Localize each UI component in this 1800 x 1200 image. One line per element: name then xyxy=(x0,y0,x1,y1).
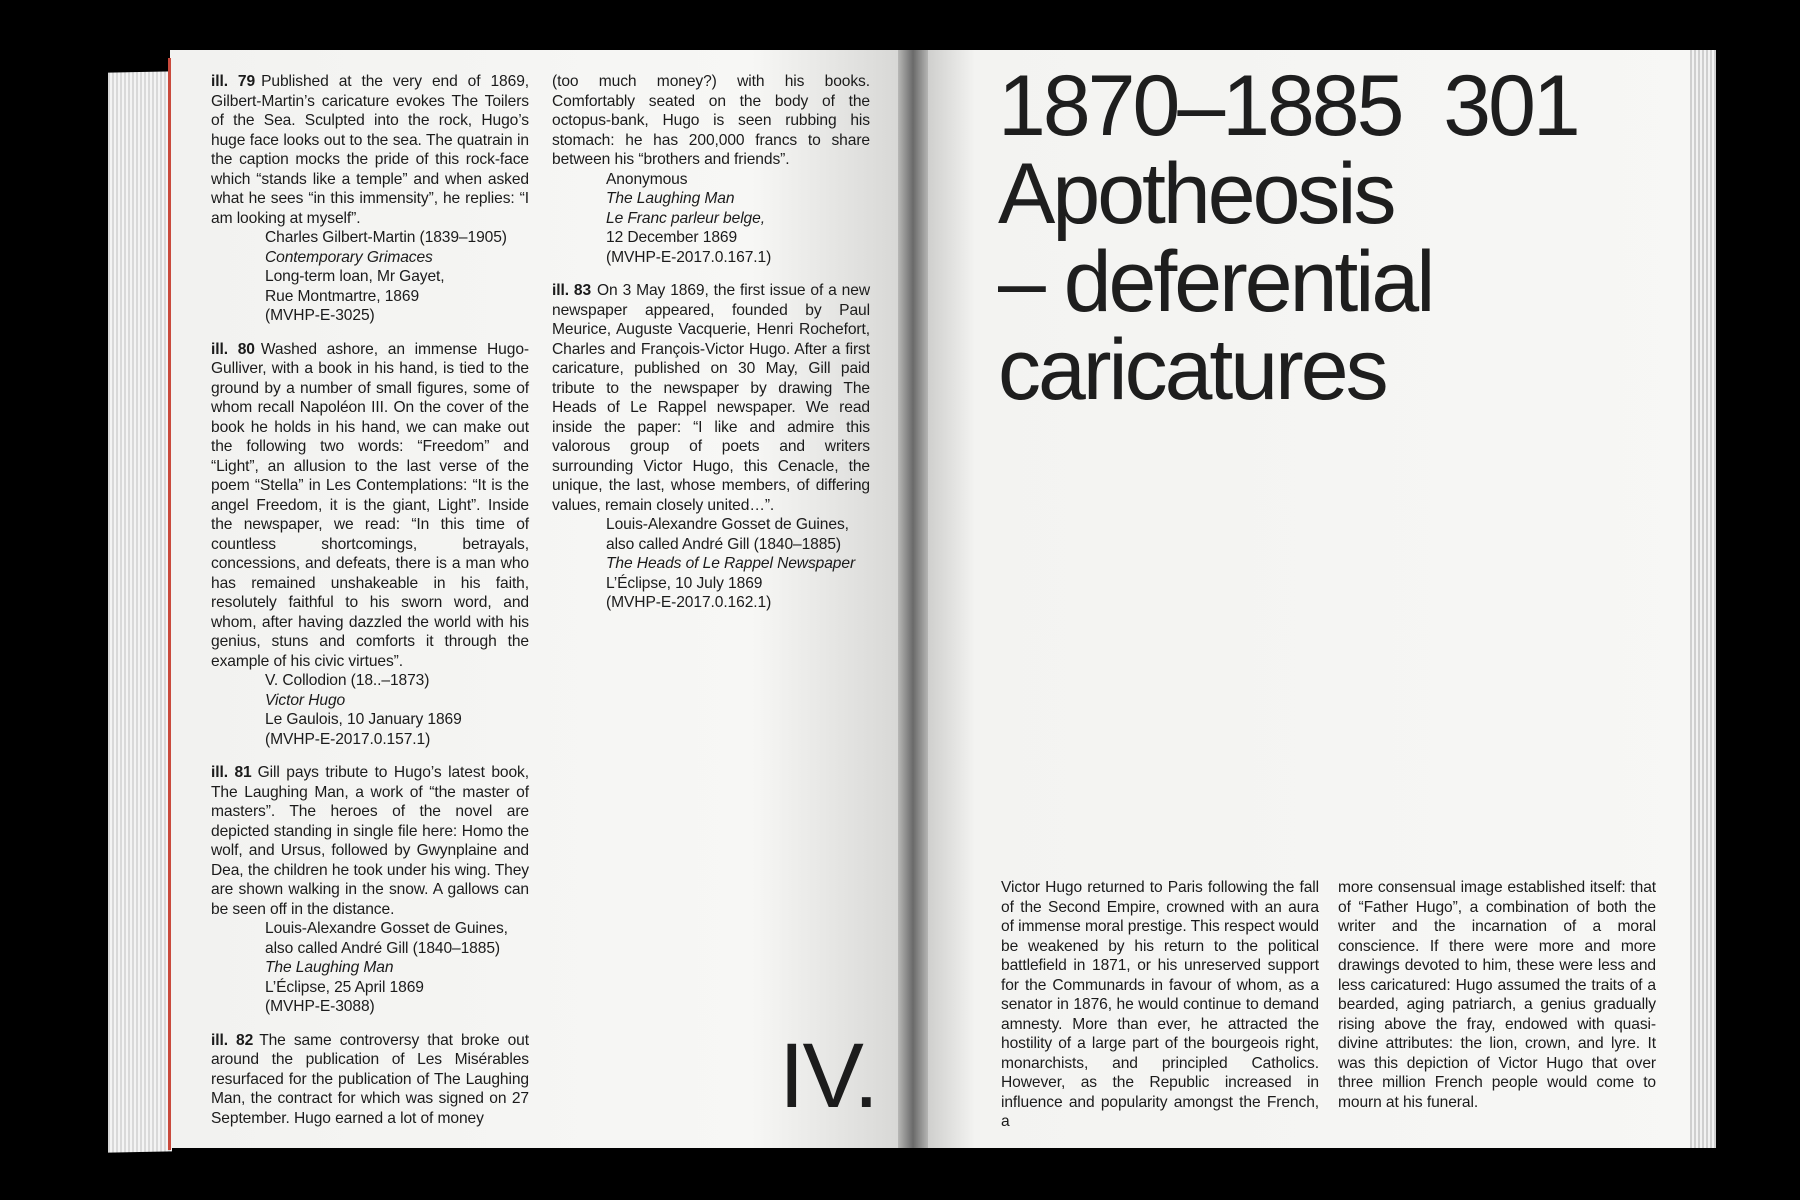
ill-number: ill. 80 xyxy=(211,340,255,358)
caption-line: Rue Montmartre, 1869 xyxy=(265,287,420,305)
caption xyxy=(211,228,529,326)
caption xyxy=(211,671,529,749)
caption-line: (MVHP-E-2017.0.167.1) xyxy=(606,248,772,266)
entry-ill-82 xyxy=(211,1031,529,1129)
caption-line: L’Éclipse, 10 July 1869 xyxy=(606,574,763,592)
caption-line: Anonymous xyxy=(606,170,688,188)
ill-number: ill. 82 xyxy=(211,1031,254,1049)
title-line: caricatures xyxy=(998,322,1386,418)
chapter-numeral: IV. xyxy=(779,1025,878,1127)
page-edges-left xyxy=(108,71,172,1152)
chapter-title xyxy=(998,58,1678,418)
left-column-2 xyxy=(552,72,870,627)
entry-ill-79 xyxy=(211,72,529,326)
caption-line: Long-term loan, Mr Gayet, xyxy=(265,268,445,285)
ill-number: ill. 79 xyxy=(211,73,256,90)
caption-line: Contemporary Grimaces xyxy=(265,248,433,266)
entry-body: Washed ashore, an immense Hugo-Gulliver, with a book in his hand, is tied to the ground by a number of small figures, some of whom recall Napoléon III. On the cover of the book he holds in his hand, we can make out the following two words: “Freedom” and “Light”, an allusion to the last verse of the poem “Stella” in Les Contemplations: “It is the angel Freedom, it is the giant, Light”. Inside the newspaper, we read: “In this time of countless shortcomings, betrayals, concessions, and defeats, there is a man who has remained unshakeable in his faith, resolutely faithful to his sworn word, and whom, after having dazzled the world with his genius, stuns and comforts it through the example of his civic virtues”. xyxy=(211,340,529,670)
entry-ill-83 xyxy=(552,281,870,613)
entry-body: Published at the very end of 1869, Gilbert-Martin’s caricature evokes The Toilers of the Sea. Sculpted into the rock, Hugo’s huge face looks out to the sea. The quatrain in the caption mocks the pride of this rock-face which “stands like a temple” and when asked what he sees “in this immensity”, he replies: “I am looking at myself”. xyxy=(211,73,529,227)
title-line: Apotheosis xyxy=(998,146,1394,242)
page-edge-accent xyxy=(168,58,171,1150)
caption-line: also called André Gill (1840–1885) xyxy=(265,939,500,957)
caption-line: The Heads of Le Rappel Newspaper xyxy=(606,555,856,572)
ill-number: ill. 83 xyxy=(552,282,592,299)
caption-line: Louis-Alexandre Gosset de Guines, xyxy=(606,516,849,533)
caption-line: Le Gaulois, 10 January 1869 xyxy=(265,711,462,728)
caption-line: The Laughing Man xyxy=(265,959,394,976)
caption-line: The Laughing Man xyxy=(606,190,735,207)
page-edges-right xyxy=(1690,50,1716,1148)
caption-line: Charles Gilbert-Martin (1839–1905) xyxy=(265,229,507,246)
entry-body: (too much money?) with his books. Comfortably seated on the body of the octopus-bank, Hugo is seen rubbing his stomach: he has 200,000 francs to share between his “brothers and friends”. xyxy=(552,73,870,168)
caption-line: (MVHP-E-3088) xyxy=(265,998,375,1015)
entry-ill-80 xyxy=(211,340,529,750)
caption-line: (MVHP-E-2017.0.162.1) xyxy=(606,594,772,611)
caption-line: Victor Hugo xyxy=(265,691,346,709)
caption-line: (MVHP-E-3025) xyxy=(265,307,375,324)
caption-line: L’Éclipse, 25 April 1869 xyxy=(265,978,424,996)
caption-line: Le Franc parleur belge, xyxy=(606,209,765,227)
intro-column-1: Victor Hugo returned to Paris following the fall of the Second Empire, crowned with an aura of immense moral prestige. This respect would be weakened by his return to the political battlefield in 1871, or his unreserved support for the Communards in favour of whom, as a senator in 1876, he would continue to demand amnesty. More than ever, he attracted the hostility of a large part of the bourgeois right, monarchists, and principled Catholics. However, as the Republic increased in influence and popularity amongst the French, a xyxy=(1001,879,1319,1130)
entry-body: Gill pays tribute to Hugo’s latest book, The Laughing Man, a work of “the master of masters”. The heroes of the novel are depicted standing in single file here: Homo the wolf, and Ursus, followed by Gwynplaine and Dea, the children he took under his wing. They are shown walking in the snow. A gallows can be seen off in the distance. xyxy=(211,764,529,918)
entry-ill-81 xyxy=(211,763,529,1017)
caption xyxy=(552,170,870,268)
caption-line: also called André Gill (1840–1885) xyxy=(606,535,841,553)
entry-ill-82-continued xyxy=(552,72,870,267)
title-line: – deferential xyxy=(998,234,1433,330)
caption-line: (MVHP-E-2017.0.157.1) xyxy=(265,730,431,748)
ill-number: ill. 81 xyxy=(211,764,252,781)
left-column-1 xyxy=(211,72,529,1142)
caption-line: Louis-Alexandre Gosset de Guines, xyxy=(265,920,508,937)
entry-body: The same controversy that broke out around the publication of Les Misérables resurfaced for the publication of The Laughing Man, the contract for which was signed on 27 September. Hugo earned a lot of money xyxy=(211,1031,529,1127)
caption xyxy=(552,515,870,613)
caption-line: 12 December 1869 xyxy=(606,229,738,246)
intro-column-2: more consensual image established itself: that of “Father Hugo”, a combination of both the writer and the incarnation of a moral conscience. If there were more and more drawings devoted to him, these were less and less caricatured: Hugo assumed the traits of a bearded, aging patriarch, a genius gradually rising above the fray, endowed with quasi-divine attributes: the lion, crown, and lyre. It was this depiction of Victor Hugo that over three million French people would come to mourn at his funeral. xyxy=(1338,879,1656,1111)
entry-body: On 3 May 1869, the first issue of a new newspaper appeared, founded by Paul Meurice, Auguste Vacquerie, Henri Rochefort, Charles and François-Victor Hugo. After a first caricature, published on 30 May, Gill paid tribute to the newspaper by drawing The Heads of Le Rappel newspaper. We read inside the paper: “I like and admire this valorous group of poets and writers surrounding Victor Hugo, this Cenacle, the unique, the last, whose members, of differing values, remain closely united…”. xyxy=(552,282,870,514)
caption xyxy=(211,919,529,1017)
caption-line: V. Collodion (18..–1873) xyxy=(265,672,430,689)
gutter-shadow xyxy=(898,50,928,1148)
title-line: 1870–1885 301 xyxy=(998,58,1578,154)
